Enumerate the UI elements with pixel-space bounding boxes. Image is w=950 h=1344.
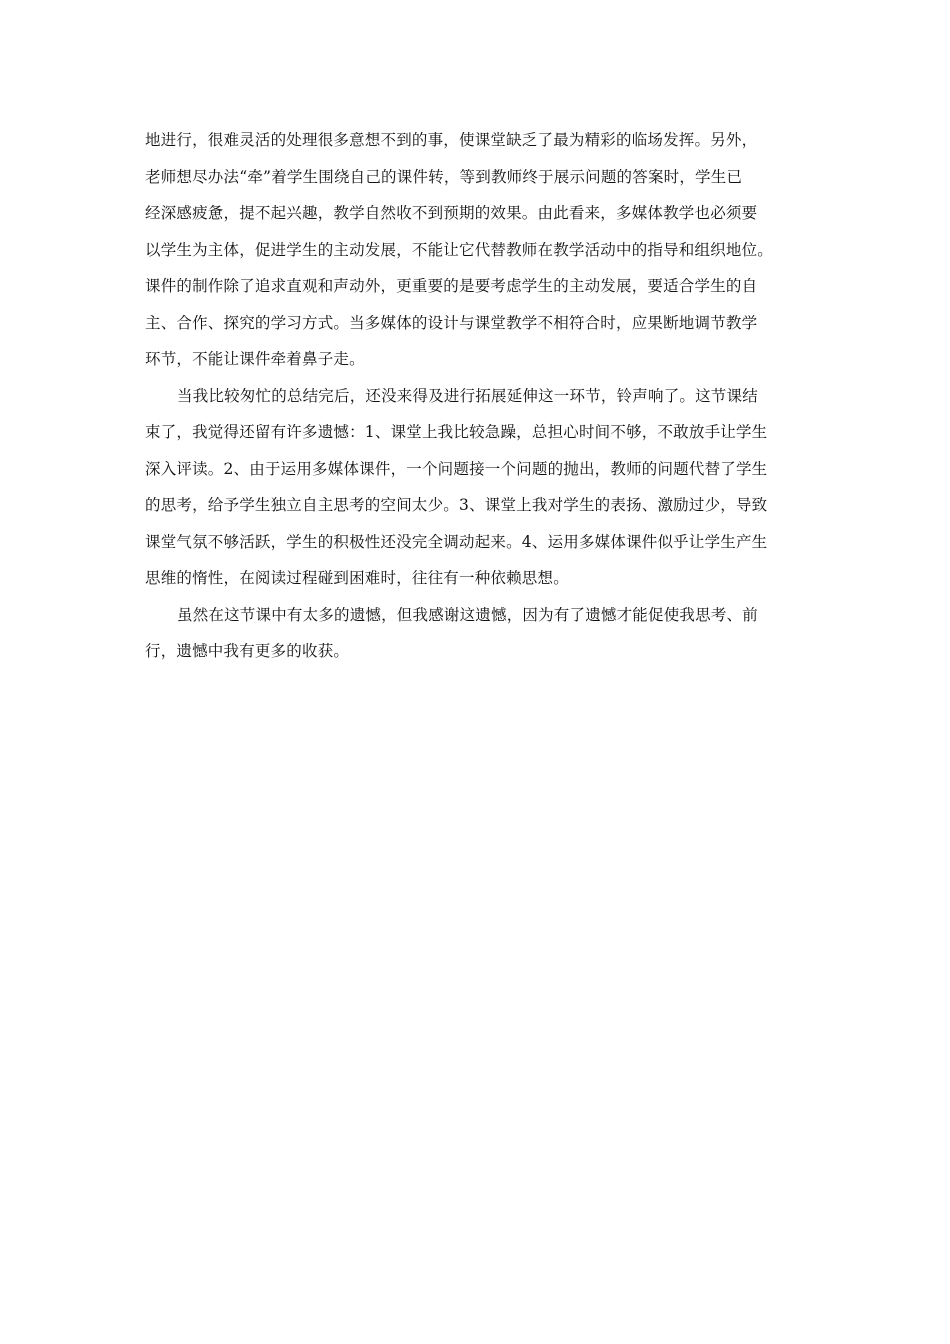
paragraph-start-line: 当我比较匆忙的总结完后，还没来得及进行拓展延伸这一环节，铃声响了。这节课结 bbox=[177, 386, 758, 405]
body-line: 地进行，很难灵活的处理很多意想不到的事，使课堂缺乏了最为精彩的临场发挥。另外， bbox=[145, 131, 758, 149]
body-line: 课件的制作除了追求直观和声动外，更重要的是要考虑学生的主动发展，要适合学生的自 bbox=[145, 277, 758, 295]
paragraph-start-line: 虽然在这节课中有太多的遗憾，但我感谢这遗憾，因为有了遗憾才能促使我思考、前 bbox=[177, 605, 758, 624]
body-line: 课堂气氛不够活跃，学生的积极性还没完全调动起来。4、运用多媒体课件似乎让学生产生 bbox=[145, 532, 768, 551]
body-line: 的思考，给予学生独立自主思考的空间太少。3、课堂上我对学生的表扬、激励过少，导致 bbox=[145, 496, 768, 514]
body-line: 环节，不能让课件牵着鼻子走。 bbox=[145, 350, 365, 368]
body-line: 行，遗憾中我有更多的收获。 bbox=[145, 642, 350, 660]
body-line: 深入评读。2、由于运用多媒体课件，一个问题接一个问题的抛出，教师的问题代替了学生 bbox=[145, 459, 768, 478]
body-line: 以学生为主体，促进学生的主动发展，不能让它代替教师在教学活动中的指导和组织地位。 bbox=[145, 240, 774, 259]
body-line: 老师想尽办法“牵”着学生围绕自己的课件转，等到教师终于展示问题的答案时，学生已 bbox=[145, 167, 743, 186]
body-line: 主、合作、探究的学习方式。当多媒体的设计与课堂教学不相符合时，应果断地调节教学 bbox=[145, 313, 758, 332]
body-line: 经深感疲惫，提不起兴趣，教学自然收不到预期的效果。由此看来，多媒体教学也必须要 bbox=[145, 204, 758, 222]
body-line: 束了，我觉得还留有许多遗憾：1、课堂上我比较急躁，总担心时间不够，不敢放手让学生 bbox=[145, 423, 768, 441]
body-line: 思维的惰性，在阅读过程碰到困难时，往往有一种依赖思想。 bbox=[145, 569, 569, 587]
document-body bbox=[145, 122, 810, 670]
